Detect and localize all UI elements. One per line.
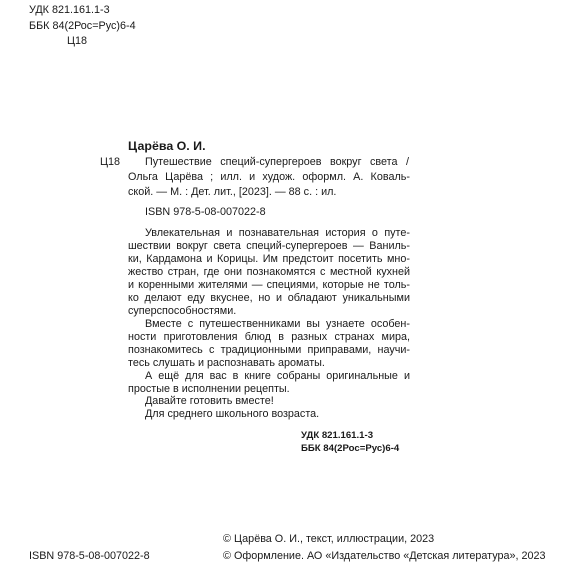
annotation-line: простые в исполнении рецепты. xyxy=(128,383,290,395)
bottom-bbk-code: ББК 84(2Рос=Рус)6-4 xyxy=(301,443,400,454)
annotation-paragraph-1 xyxy=(128,227,410,318)
annotation-line: шествии вокруг света специй-супергероев — Ваниль- xyxy=(128,240,410,252)
annotation-line: суперспособностями. xyxy=(128,305,237,317)
card-description-line: Путешествие специй-супергероев вокруг света / xyxy=(145,156,409,168)
annotation-paragraph-2 xyxy=(128,318,410,370)
copyright-text: © Царёва О. И., текст, иллюстрации, 2023 xyxy=(223,533,435,545)
annotation-line: ко делают еду вкуснее, но и обладают уникальными xyxy=(128,292,410,304)
card-author: Царёва О. И. xyxy=(128,139,206,153)
card-description-line: ской. — М. : Дет. лит., [2023]. — 88 с. : ил. xyxy=(128,186,337,198)
annotation-paragraph-4: Давайте готовить вместе! xyxy=(145,395,274,407)
card-description-line: Ольга Царёва ; илл. и худож. оформл. А. Коваль- xyxy=(128,171,410,183)
annotation-line: ности приготовления блюд в разных странах мира, xyxy=(128,331,410,343)
annotation-line: ки, Кардамона и Корицы. Им предстоит посетить мно- xyxy=(128,253,410,265)
top-bbk-code: ББК 84(2Рос=Рус)6-4 xyxy=(29,20,136,32)
annotation-paragraph-3 xyxy=(128,370,410,396)
annotation-line: жество стран, где они познакомятся с местной кухней xyxy=(128,266,410,278)
card-description-continued xyxy=(128,171,410,199)
annotation-line: Увлекательная и познавательная история о путе- xyxy=(145,227,410,239)
annotation-line: тесь слушать и распознавать ароматы. xyxy=(128,357,325,369)
card-description xyxy=(145,156,409,169)
annotation-line: познакомитесь с традиционными приправами, научи- xyxy=(128,344,410,356)
copyright-design: © Оформление. АО «Издательство «Детская литература», 2023 xyxy=(223,550,546,562)
annotation-audience: Для среднего школьного возраста. xyxy=(145,408,320,420)
top-udk-code: УДК 821.161.1-3 xyxy=(29,4,110,16)
card-author-mark: Ц18 xyxy=(100,156,120,168)
footer-isbn: ISBN 978-5-08-007022-8 xyxy=(29,550,150,562)
annotation-line: А ещё для вас в книге собраны оригинальные и xyxy=(145,370,410,382)
card-isbn: ISBN 978-5-08-007022-8 xyxy=(145,206,266,218)
top-author-mark: Ц18 xyxy=(67,35,87,47)
bottom-udk-code: УДК 821.161.1-3 xyxy=(301,430,374,441)
annotation-line: Вместе с путешественниками вы узнаете особен- xyxy=(145,318,410,330)
annotation-line: и коренными жителями — специями, которые не толь- xyxy=(128,279,410,291)
